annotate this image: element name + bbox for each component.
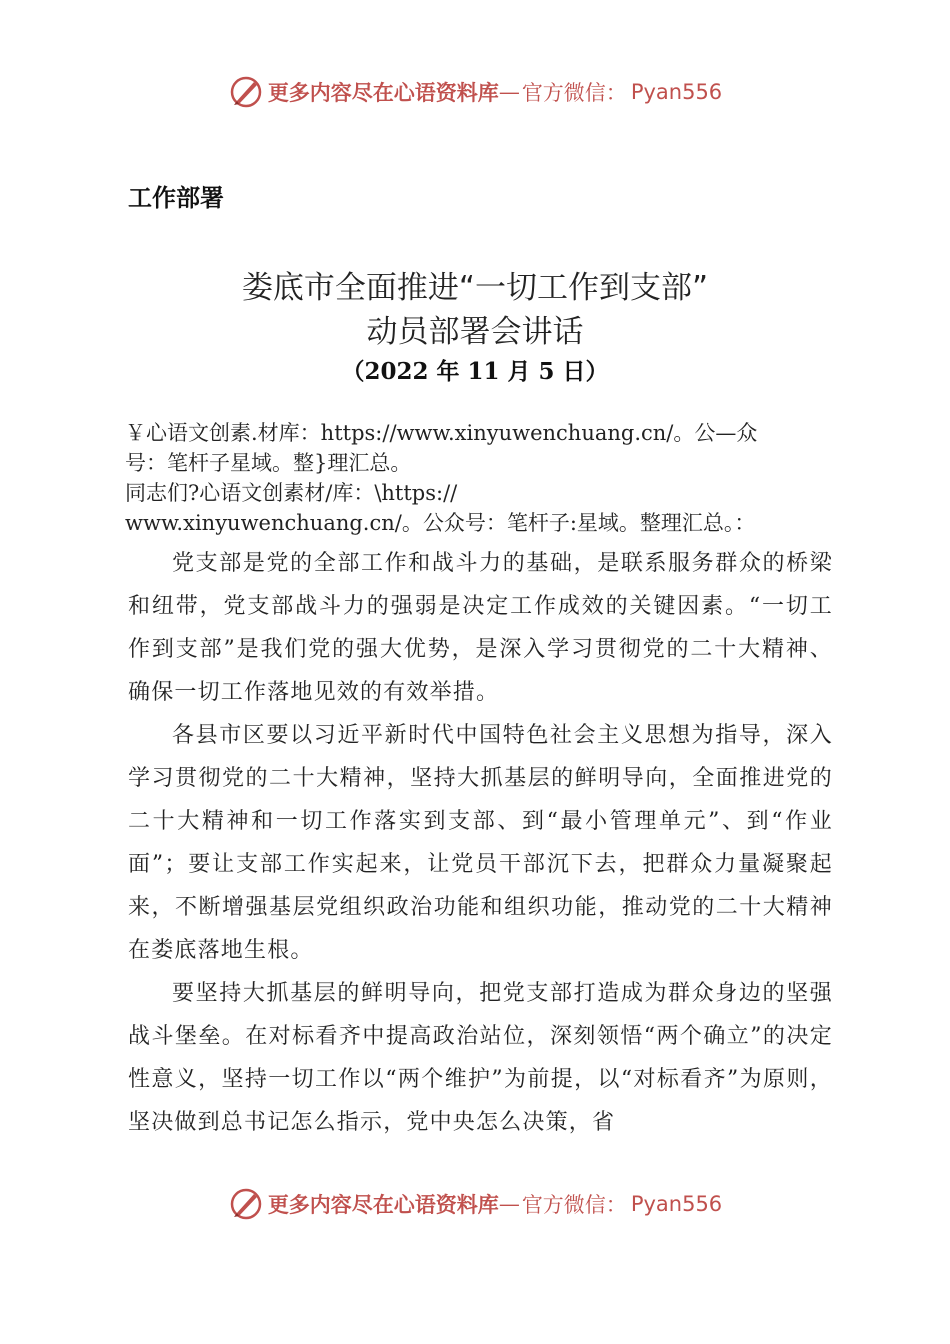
banner-separator: — [498, 80, 520, 104]
source-line-2: 号：笔杆子星域。整}理汇总。 [125, 451, 412, 475]
pen-logo-icon [228, 1186, 264, 1222]
pen-logo-icon [228, 74, 264, 110]
source-line-4: www.xinyuwenchuang.cn/。公众号：笔杆子:星域。整理汇总。： [125, 511, 756, 535]
banner-wechat-id: Pyan556 [630, 1192, 723, 1216]
section-label: 工作部署 [128, 184, 224, 212]
title-line-1: 娄底市全面推进“一切工作到支部” [241, 270, 709, 306]
body-text [128, 542, 833, 1144]
speech-date: （2022 年 11 月 5 日） [341, 358, 609, 385]
paragraph-3: 要坚持大抓基层的鲜明导向，把党支部打造成为群众身边的坚强战斗堡垒。在对标看齐中提高政治站位，深刻领悟“两个确立”的决定性意义，坚持一切工作以“两个维护”为前提，以“对标看齐”为原则，坚决做到总书记怎么指示，党中央怎么决策，省 [128, 981, 833, 1135]
source-line-3: 同志们?心语文创素材/库：\https:// [125, 481, 458, 505]
banner-official-label: 官方微信： [521, 1193, 627, 1217]
paragraph-2: 各县市区要以习近平新时代中国特色社会主义思想为指导，深入学习贯彻党的二十大精神，坚持大抓基层的鲜明导向，全面推进党的二十大精神和一切工作落实到支部、到“最小管理单元”、到“作业面”；要让支部工作实起来，让党员干部沉下去，把群众力量凝聚起来，不断增强基层党组织政治功能和组织功能，推动党的二十大精神在娄底落地生根。 [128, 723, 833, 963]
banner-separator: — [498, 1192, 520, 1216]
footer-banner [0, 1184, 950, 1224]
title-line-2: 动员部署会讲话 [366, 314, 584, 350]
banner-wechat-id: Pyan556 [630, 80, 723, 104]
source-line-1: ￥心语文创素.材库：https://www.xinyuwenchuang.cn/。公—众 [125, 421, 758, 445]
paragraph-1: 党支部是党的全部工作和战斗力的基础，是联系服务群众的桥梁和纽带，党支部战斗力的强弱是决定工作成效的关键因素。“一切工作到支部”是我们党的强大优势，是深入学习贯彻党的二十大精神、确保一切工作落地见效的有效举措。 [128, 551, 833, 705]
banner-text: 更多内容尽在心语资料库 [267, 80, 499, 105]
banner-official-label: 官方微信： [521, 81, 627, 105]
header-banner [0, 72, 950, 112]
banner-text: 更多内容尽在心语资料库 [267, 1192, 499, 1217]
